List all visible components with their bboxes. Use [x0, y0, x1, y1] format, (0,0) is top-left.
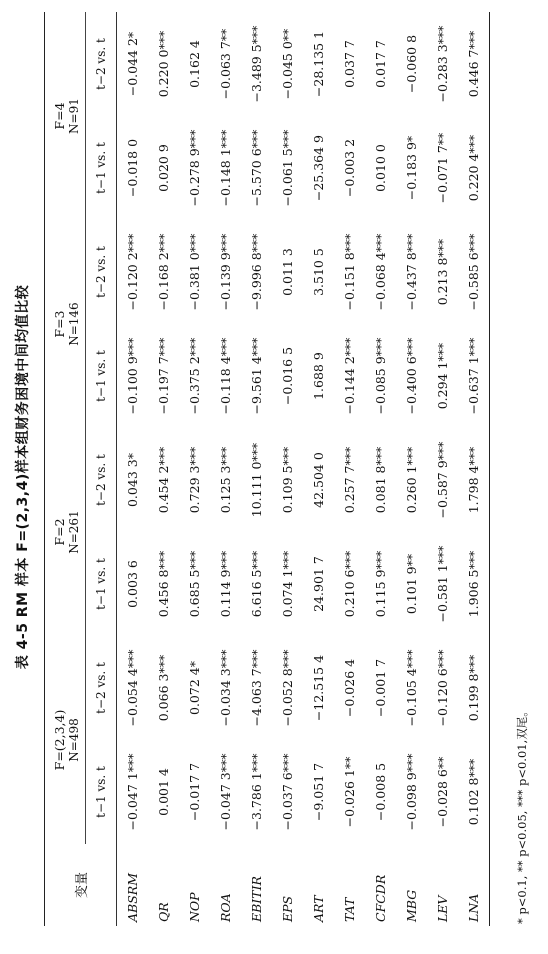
- table-cell: 42.504 0: [311, 452, 326, 508]
- table-cell: 0.011 3: [280, 248, 295, 296]
- table-cell: 0.685 5***: [187, 550, 202, 618]
- table-cell: −0.120 2***: [125, 233, 140, 311]
- table-cell: −28.135 1: [311, 30, 326, 98]
- data-table: [44, 12, 490, 926]
- table-cell: 0.115 9***: [373, 550, 388, 618]
- table-cell: 0.456 8***: [156, 550, 171, 618]
- table-cell: −9.996 8***: [249, 233, 264, 311]
- table-cell: 1.906 5***: [466, 550, 481, 618]
- table-cell: −0.016 5: [280, 346, 295, 406]
- sub-header: t−2 vs. t: [86, 12, 117, 116]
- header-row-groups: [45, 12, 68, 926]
- table-cell: 0.729 3***: [187, 446, 202, 514]
- table-cell: 0.003 6: [125, 560, 140, 608]
- group-header-f: F=(2,3,4): [52, 709, 67, 771]
- table-cell: −0.071 7**: [435, 132, 450, 204]
- table-cell: −4.063 7***: [249, 649, 264, 727]
- table-cell: 0.220 4***: [466, 134, 481, 202]
- table-cell: −0.168 2***: [156, 233, 171, 311]
- table-cell: −0.587 9***: [435, 441, 450, 519]
- sub-header: t−1 vs. t: [86, 324, 117, 428]
- table-row: [365, 12, 396, 926]
- table-cell: 0.072 4*: [187, 661, 202, 715]
- table-caption: 表 4-5 RM 样本 F=(2,3,4)样本组财务困境中间均值比较: [15, 284, 31, 670]
- table-cell: 0.001 4: [156, 768, 171, 816]
- variable-name: ROA: [218, 893, 233, 922]
- group-header-n: N=146: [67, 220, 86, 428]
- table-cell: −0.400 6***: [404, 337, 419, 415]
- table-cell: 0.213 8***: [435, 238, 450, 306]
- table-cell: 0.257 7***: [342, 446, 357, 514]
- table-cell: −0.061 5***: [280, 129, 295, 207]
- table-cell: 0.102 8***: [466, 758, 481, 826]
- table-cell: 3.510 5: [311, 248, 326, 296]
- table-cell: −0.144 2***: [342, 337, 357, 415]
- table-cell: −0.037 6***: [280, 753, 295, 831]
- table-body: [117, 12, 490, 926]
- table-cell: 0.017 7: [373, 40, 388, 88]
- table-cell: 1.688 9: [311, 352, 326, 400]
- table-cell: 0.260 1***: [404, 446, 419, 514]
- table-cell: −0.001 7: [373, 658, 388, 718]
- table-cell: −0.139 9***: [218, 233, 233, 311]
- table-cell: 0.074 1***: [280, 550, 295, 618]
- table-row: [303, 12, 334, 926]
- variable-name: TAT: [342, 897, 357, 922]
- table-row: [241, 12, 272, 926]
- table-cell: −5.570 6***: [249, 129, 264, 207]
- table-cell: −0.118 4***: [218, 337, 233, 415]
- table-cell: 0.020 9: [156, 144, 171, 192]
- variable-name: QR: [156, 902, 171, 922]
- table-cell: −0.054 4***: [125, 649, 140, 727]
- table-cell: 0.109 5***: [280, 446, 295, 514]
- table-cell: −0.008 5: [373, 762, 388, 822]
- table-cell: −0.283 3***: [435, 25, 450, 103]
- table-row: [427, 12, 458, 926]
- group-header-f: F=2: [52, 518, 67, 546]
- group-header-n: N=261: [67, 428, 86, 636]
- table-cell: −0.026 4: [342, 658, 357, 718]
- table-cell: −0.047 3***: [218, 753, 233, 831]
- table-cell: 0.101 9**: [404, 553, 419, 615]
- table-cell: −12.515 4: [311, 654, 326, 722]
- sub-header: t−1 vs. t: [86, 740, 117, 844]
- table-cell: −9.051 7: [311, 762, 326, 822]
- table-cell: −0.034 3***: [218, 649, 233, 727]
- group-header-n: N=91: [67, 12, 86, 220]
- table-row: [334, 12, 365, 926]
- table-row: [396, 12, 427, 926]
- header-row-sub: [86, 12, 117, 926]
- table-cell: 0.220 0***: [156, 30, 171, 98]
- table-cell: 0.125 3***: [218, 446, 233, 514]
- table-cell: −0.197 7***: [156, 337, 171, 415]
- table-cell: −0.148 1***: [218, 129, 233, 207]
- variable-name: EBITIR: [249, 876, 264, 922]
- table-cell: −3.786 1***: [249, 753, 264, 831]
- table-cell: −25.364 9: [311, 134, 326, 202]
- table-cell: −0.278 9***: [187, 129, 202, 207]
- table-cell: −0.381 0***: [187, 233, 202, 311]
- table-cell: −0.060 8: [404, 34, 419, 94]
- table-cell: −0.017 7: [187, 762, 202, 822]
- table-cell: −0.585 6***: [466, 233, 481, 311]
- table-cell: 24.901 7: [311, 556, 326, 612]
- table-cell: −0.063 7**: [218, 28, 233, 100]
- variable-name: NOP: [187, 892, 202, 922]
- table-cell: −3.489 5***: [249, 25, 264, 103]
- group-header-f: F=3: [52, 310, 67, 338]
- table-cell: −0.183 9*: [404, 135, 419, 201]
- table-row: [148, 12, 179, 926]
- variable-name: MBG: [404, 889, 419, 922]
- table-cell: 0.446 7***: [466, 30, 481, 98]
- table-cell: 0.081 8***: [373, 446, 388, 514]
- table-cell: 0.037 7: [342, 40, 357, 88]
- table-cell: −0.105 4***: [404, 649, 419, 727]
- variable-name: LNA: [466, 893, 481, 922]
- table-footnote: * p<0.1, ** p<0.05, *** p<0.01,双尾。: [515, 705, 529, 924]
- header-row-n: [67, 12, 86, 926]
- variable-name: ART: [311, 895, 326, 922]
- table-cell: −0.028 6**: [435, 756, 450, 828]
- table-cell: −0.581 1***: [435, 545, 450, 623]
- table-cell: −0.026 1**: [342, 756, 357, 828]
- sub-header: t−2 vs. t: [86, 636, 117, 740]
- table-cell: −0.151 8***: [342, 233, 357, 311]
- table-cell: −0.098 9***: [404, 753, 419, 831]
- table-cell: −0.100 9***: [125, 337, 140, 415]
- table-cell: 10.111 0***: [249, 442, 264, 518]
- table-cell: 0.162 4: [187, 40, 202, 88]
- table-row: [458, 12, 490, 926]
- table-cell: −0.085 9***: [373, 337, 388, 415]
- variable-header: 变量: [45, 844, 117, 926]
- table-cell: 0.114 9***: [218, 550, 233, 618]
- table-cell: 1.798 4***: [466, 446, 481, 514]
- table-cell: 0.294 1***: [435, 342, 450, 410]
- table-cell: −0.018 0: [125, 138, 140, 198]
- variable-name: EPS: [280, 895, 295, 922]
- table-row: [117, 12, 149, 926]
- table-cell: 0.043 3*: [125, 453, 140, 508]
- sub-header: t−1 vs. t: [86, 116, 117, 220]
- table-cell: −0.047 1***: [125, 753, 140, 831]
- table-cell: −0.068 4***: [373, 233, 388, 311]
- variable-name: ABSRM: [125, 873, 140, 922]
- table-cell: −0.052 8***: [280, 649, 295, 727]
- table-cell: −0.003 2: [342, 138, 357, 198]
- table-cell: 0.066 3***: [156, 654, 171, 722]
- table-cell: 0.454 2***: [156, 446, 171, 514]
- table-cell: −0.045 0**: [280, 28, 295, 100]
- table-cell: 0.199 8***: [466, 654, 481, 722]
- sub-header: t−2 vs. t: [86, 220, 117, 324]
- table-cell: −0.375 2***: [187, 337, 202, 415]
- table-cell: 6.616 5***: [249, 550, 264, 618]
- table-cell: −0.120 6***: [435, 649, 450, 727]
- group-header-n: N=498: [67, 636, 86, 844]
- group-header-f: F=4: [52, 102, 67, 130]
- table-cell: −0.044 2*: [125, 31, 140, 97]
- table-row: [179, 12, 210, 926]
- table-cell: 0.210 6***: [342, 550, 357, 618]
- sub-header: t−2 vs. t: [86, 428, 117, 532]
- sub-header: t−1 vs. t: [86, 532, 117, 636]
- table-cell: 0.010 0: [373, 144, 388, 192]
- table-cell: −0.637 1***: [466, 337, 481, 415]
- table-row: [272, 12, 303, 926]
- table-cell: −9.561 4***: [249, 337, 264, 415]
- table-row: [210, 12, 241, 926]
- variable-name: CFCDR: [373, 874, 388, 922]
- table-cell: −0.437 8***: [404, 233, 419, 311]
- variable-name: LEV: [435, 895, 450, 922]
